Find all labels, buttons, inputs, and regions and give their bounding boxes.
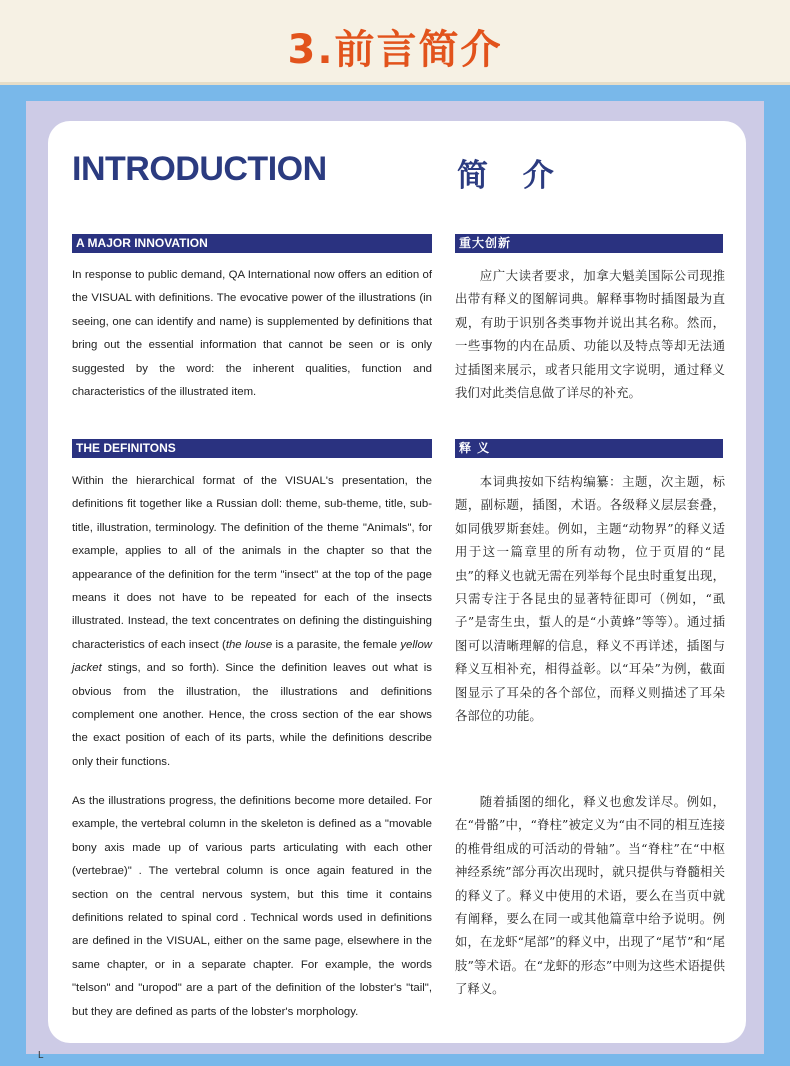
section-header-definitions-en: THE DEFINITONS (72, 439, 432, 458)
definitions-text-en-1b: is a parasite, the female (272, 638, 401, 651)
definitions-text-cn-1: 本词典按如下结构编纂：主题，次主题，标题，副标题，插图，术语。各级释义层层套叠，如同俄罗斯套娃。例如，主题“动物界”的释义适用于这一篇章里的所有动物，位于页眉的“昆虫”的释义也就无需在列举每个昆虫时重复出现，只需专注于各昆虫的显著特征即可（例如，“虱子”是寄生虫，蜇人的是“小黄蜂”等等）。通过插图可以清晰理解的信息，释义不再详述，插图与释义互相补充，相得益彰。以“耳朵”为例，截面图显示了耳朵的各个部位，而释义则描述了耳朵各部位的功能。 (455, 474, 725, 724)
heading-english: INTRODUCTION (72, 150, 327, 188)
italic-term-yellow-jacket: yellow jacket (72, 638, 433, 675)
definitions-text-en-1a: Within the hierarchical format of the VISUAL's presentation, the definitions fit together like a Russian doll: theme, sub-theme, title, sub-title, illustration, terminology. The definition of the theme "Animals", for example, applies to all of the animals in the chapter so that the appearance of the definition for the term "insect" at the top of the page means it does not have to be repeated for each of the insects illustrated. Instead, the text concentrates on defining the distinguishing characteristics of each insect ( (72, 475, 432, 651)
italic-term-louse: the louse (225, 638, 273, 651)
heading-chinese: 简 介 (457, 158, 566, 194)
definitions-text-en-1 (72, 470, 432, 774)
definitions-text-cn-2: 随着插图的细化，释义也愈发详尽。例如，在“骨骼”中，“脊柱”被定义为“由不同的相互连接的椎骨组成的可活动的骨轴”。当“脊柱”在“中枢神经系统”部分再次出现时，就只提供与脊髓相关的释义了。释义中使用的术语，要么在当页中就有阐释，要么在同一或其他篇章中给予说明。例如，在龙虾“尾部”的释义中，出现了“尾节”和“尾肢”等术语。在“龙虾的形态”中则为这些术语提供了释义。 (455, 794, 725, 997)
corner-mark: L (38, 1050, 44, 1061)
section-header-definitions-cn: 释 义 (455, 439, 723, 458)
banner-title: 3.前言简介 (287, 27, 503, 73)
definitions-text-en-1c: stings, and so forth). Since the definition leaves out what is obvious from the illustration, the illustrations and definitions complement one another. Hence, the cross section of the ear shows the exact position of each of its parts, while the definitions describe only their functions. (72, 662, 432, 768)
definitions-text-en-2: As the illustrations progress, the definitions become more detailed. For example, the vertebral column in the skeleton is defined as a "movable bony axis made up of various parts articulating with each other (vertebrae)" . The vertebral column is once again featured in the section on the central nervous system, but this time it contains definitions related to spinal cord . Technical words used in definitions are defined in the VISUAL, either on the same page, elsewhere in the same chapter, or in a separate chapter. For example, the words "telson" and "uropod" are a part of the definition of the lobster's "tail", but they are defined as parts of the lobster's morphology. (72, 795, 432, 1018)
title-banner (0, 0, 790, 85)
section-header-innovation-en: A MAJOR INNOVATION (72, 234, 432, 253)
innovation-text-cn: 应广大读者要求，加拿大魁美国际公司现推出带有释义的图解词典。解释事物时插图最为直观，有助于识别各类事物并说出其名称。然而，一些事物的内在品质、功能以及特点等却无法通过插图来展示，或者只能用文字说明，通过释义我们对此类信息做了详尽的补充。 (455, 268, 725, 401)
section-header-innovation-cn: 重大创新 (455, 234, 723, 253)
innovation-text-en: In response to public demand, QA International now offers an edition of the VISUAL with definitions. The evocative power of the illustrations (in seeing, one can identify and name) is supplemented by definitions that bring out the essential information that cannot be seen or is only suggested by the word: the inherent qualities, function and characteristics of the illustrated item. (72, 269, 432, 399)
